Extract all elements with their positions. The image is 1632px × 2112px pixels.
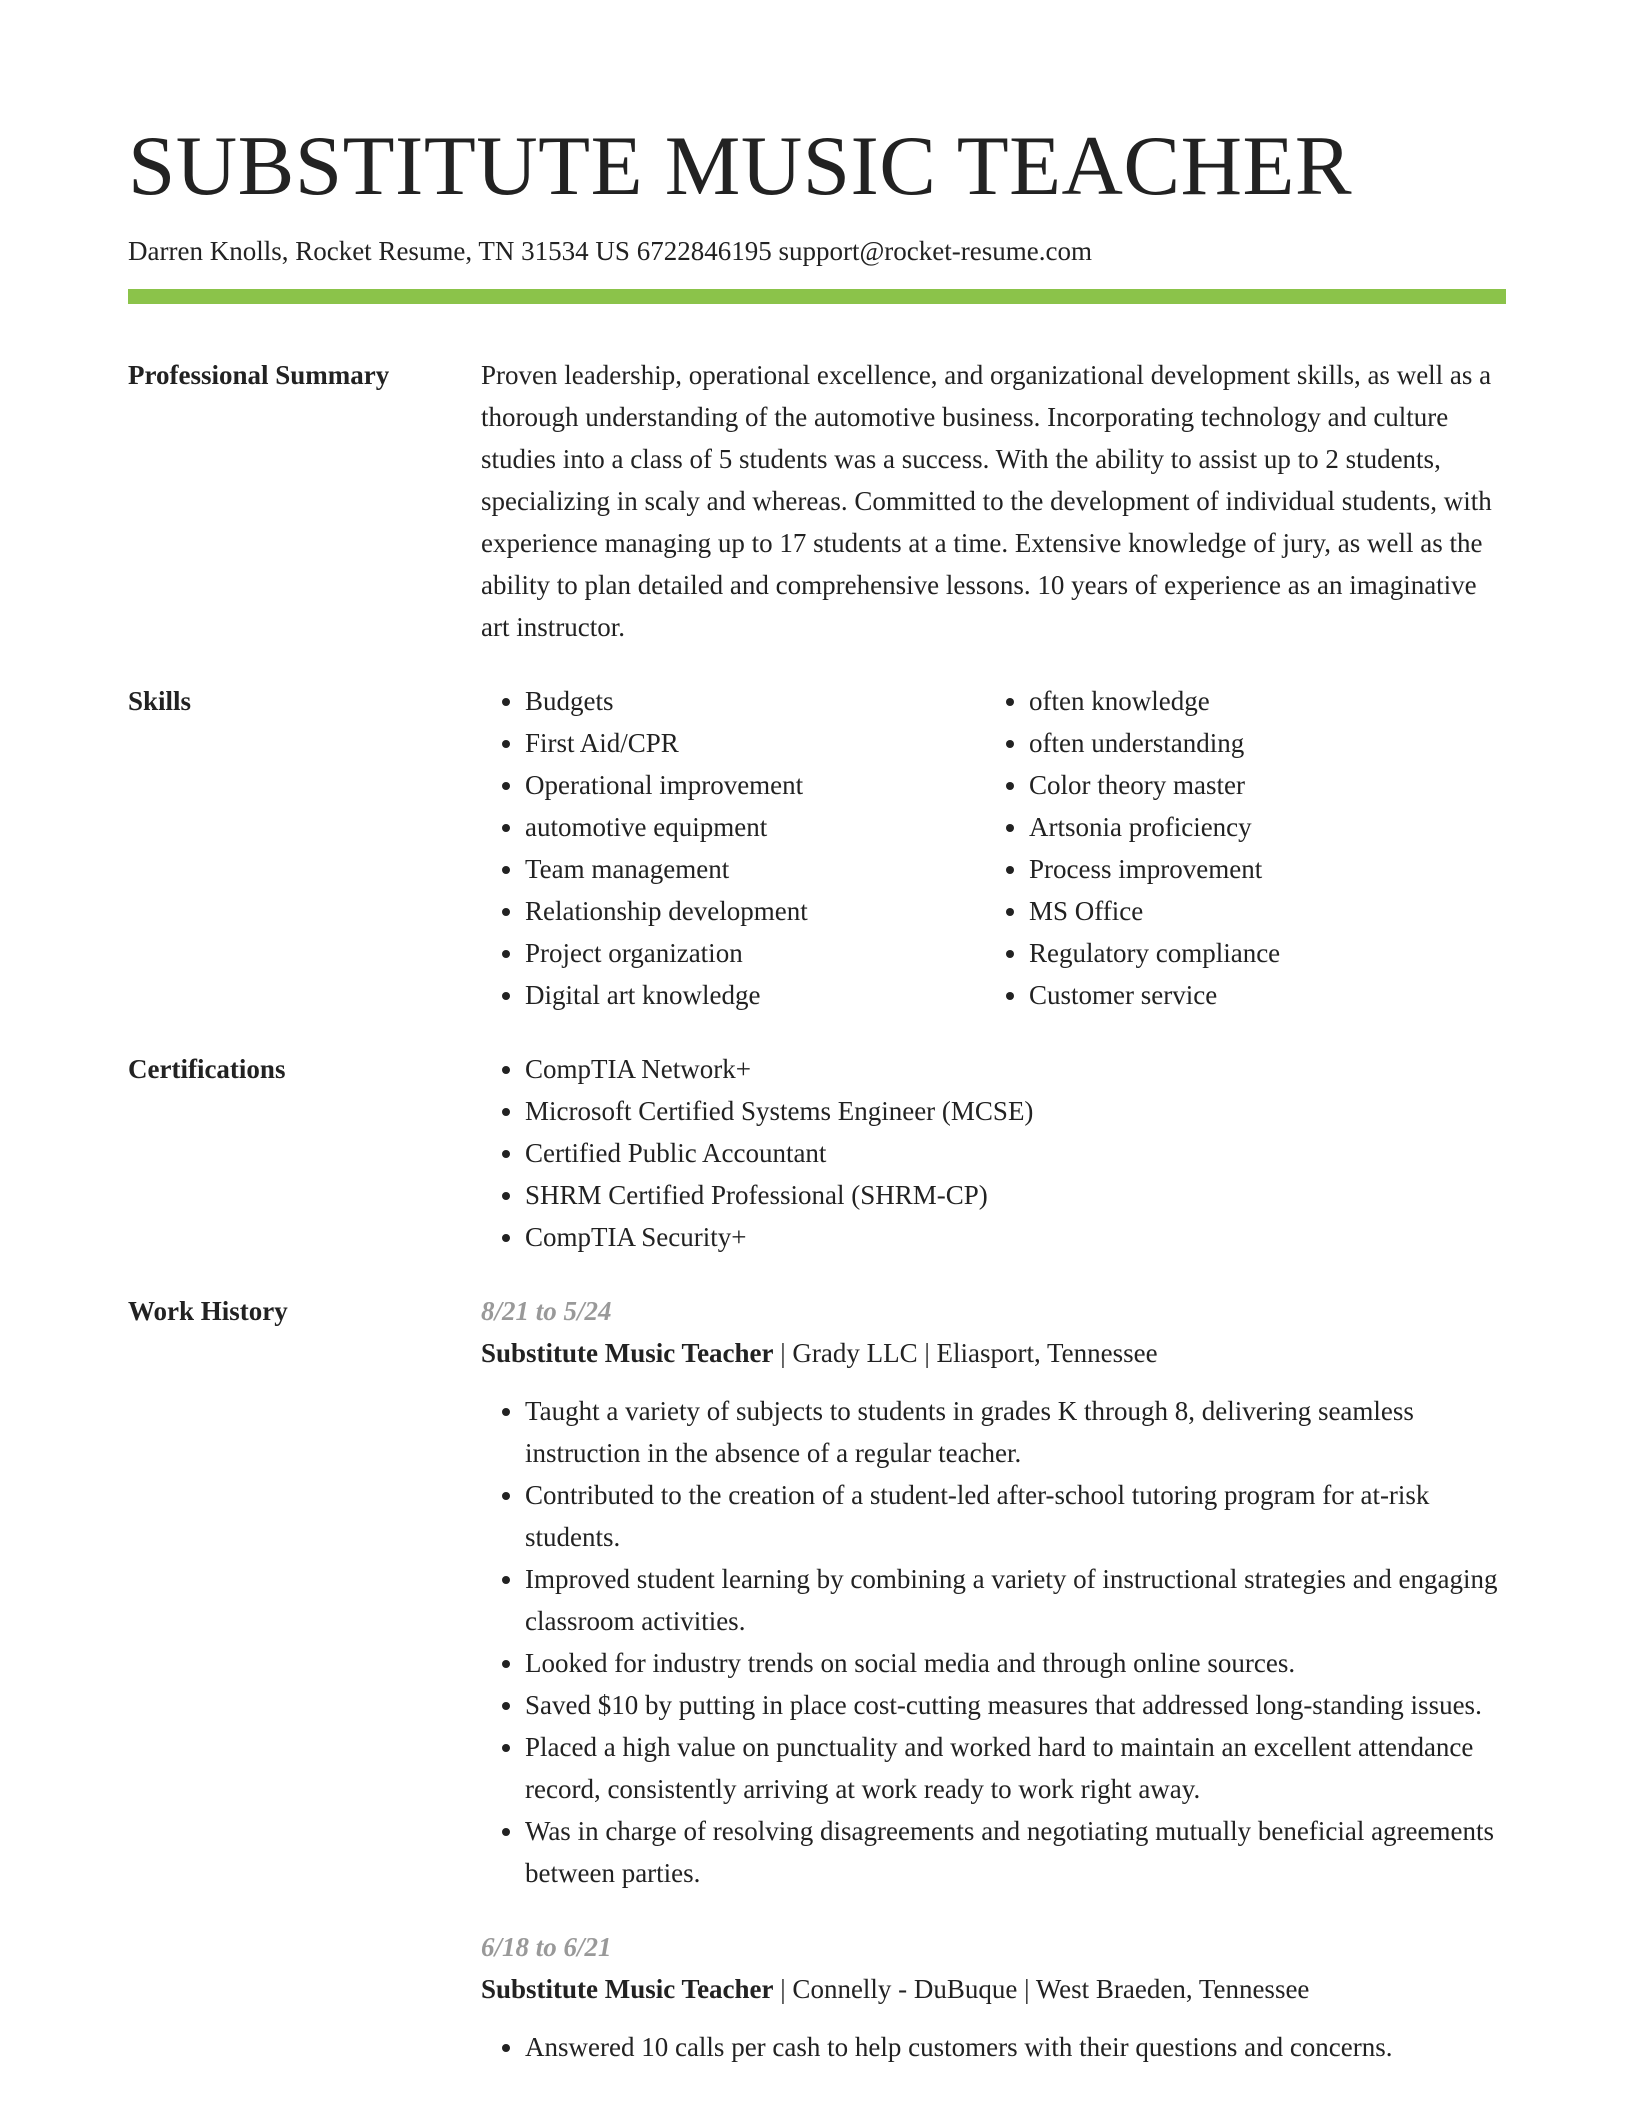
skill-item: • Artsonia proficiency bbox=[1029, 806, 1489, 848]
job-entry bbox=[481, 1290, 1506, 1894]
job-title: Substitute Music Teacher bbox=[481, 1337, 774, 1368]
job-bullet: • Saved $10 by putting in place cost-cutting measures that addressed long-standing issues. bbox=[525, 1684, 1506, 1726]
certification-item: • SHRM Certified Professional (SHRM-CP) bbox=[525, 1174, 1506, 1216]
summary-text: Proven leadership, operational excellence, and organizational development skills, as well as a thorough understanding of the automotive business. Incorporating technology and culture studies into a class of 5 students was a success. With the ability to assist up to 2 students, specializing in scaly and whereas. Committed to the development of individual students, with experience managing up to 17 students at a time. Extensive knowledge of jury, as well as the ability to plan detailed and comprehensive lessons. 10 years of experience as an imaginative art instructor. bbox=[481, 359, 1492, 642]
work-history-section bbox=[128, 1290, 1506, 2068]
skill-item: • Digital art knowledge bbox=[525, 974, 985, 1016]
skill-item: • Budgets bbox=[525, 680, 985, 722]
summary-section bbox=[128, 354, 1506, 648]
work-history-heading: Work History bbox=[128, 1295, 288, 1326]
job-bullet: • Placed a high value on punctuality and worked hard to maintain an excellent attendance record, consistently arriving at work ready to work right away. bbox=[525, 1726, 1506, 1810]
job-bullet: • Improved student learning by combining a variety of instructional strategies and engaging classroom activities. bbox=[525, 1558, 1506, 1642]
certifications-section bbox=[128, 1048, 1506, 1258]
resume-title: SUBSTITUTE MUSIC TEACHER bbox=[128, 119, 1353, 213]
skill-item: • often knowledge bbox=[1029, 680, 1489, 722]
job-bullets bbox=[481, 1390, 1506, 1894]
certifications-heading: Certifications bbox=[128, 1053, 286, 1084]
skill-item: • automotive equipment bbox=[525, 806, 985, 848]
skills-heading: Skills bbox=[128, 685, 192, 716]
job-dates: 8/21 to 5/24 bbox=[481, 1295, 612, 1326]
skill-item: • MS Office bbox=[1029, 890, 1489, 932]
header-divider bbox=[128, 289, 1506, 304]
skills-body bbox=[481, 680, 1506, 1016]
job-bullet: • Was in charge of resolving disagreements and negotiating mutually beneficial agreements between parties. bbox=[525, 1810, 1506, 1894]
skill-item: • Team management bbox=[525, 848, 985, 890]
job-heading bbox=[481, 1968, 1506, 2010]
job-bullet: • Contributed to the creation of a student-led after-school tutoring program for at-risk students. bbox=[525, 1474, 1506, 1558]
resume-page bbox=[128, 120, 1506, 2068]
job-bullet: • Taught a variety of subjects to students in grades K through 8, delivering seamless instruction in the absence of a regular teacher. bbox=[525, 1390, 1506, 1474]
certification-item: • Microsoft Certified Systems Engineer (MCSE) bbox=[525, 1090, 1506, 1132]
certification-item: • Certified Public Accountant bbox=[525, 1132, 1506, 1174]
certification-item: • CompTIA Network+ bbox=[525, 1048, 1506, 1090]
skill-item: • First Aid/CPR bbox=[525, 722, 985, 764]
skills-section bbox=[128, 680, 1506, 1016]
skill-item: • Project organization bbox=[525, 932, 985, 974]
certifications-body bbox=[481, 1048, 1506, 1258]
job-heading bbox=[481, 1332, 1506, 1374]
job-bullet: • Looked for industry trends on social media and through online sources. bbox=[525, 1642, 1506, 1684]
job-title: Substitute Music Teacher bbox=[481, 1973, 774, 2004]
skill-item: • often understanding bbox=[1029, 722, 1489, 764]
skills-column-left bbox=[481, 680, 985, 1016]
skills-column-right bbox=[985, 680, 1489, 1016]
skill-item: • Operational improvement bbox=[525, 764, 985, 806]
job-employer-location: | Grady LLC | Eliasport, Tennessee bbox=[773, 1337, 1158, 1368]
skill-item: • Relationship development bbox=[525, 890, 985, 932]
skill-item: • Regulatory compliance bbox=[1029, 932, 1489, 974]
certification-item: • CompTIA Security+ bbox=[525, 1216, 1506, 1258]
job-bullet: • Answered 10 calls per cash to help customers with their questions and concerns. bbox=[525, 2026, 1506, 2068]
job-employer-location: | Connelly - DuBuque | West Braeden, Tennessee bbox=[773, 1973, 1310, 2004]
contact-line: Darren Knolls, Rocket Resume, TN 31534 US 6722846195 support@rocket-resume.com bbox=[128, 235, 1092, 266]
job-bullets bbox=[481, 2026, 1506, 2068]
job-dates: 6/18 to 6/21 bbox=[481, 1931, 612, 1962]
skill-item: • Color theory master bbox=[1029, 764, 1489, 806]
job-entry bbox=[481, 1926, 1506, 2068]
work-history-body bbox=[481, 1290, 1506, 2068]
summary-heading: Professional Summary bbox=[128, 359, 390, 390]
skill-item: • Customer service bbox=[1029, 974, 1489, 1016]
skill-item: • Process improvement bbox=[1029, 848, 1489, 890]
